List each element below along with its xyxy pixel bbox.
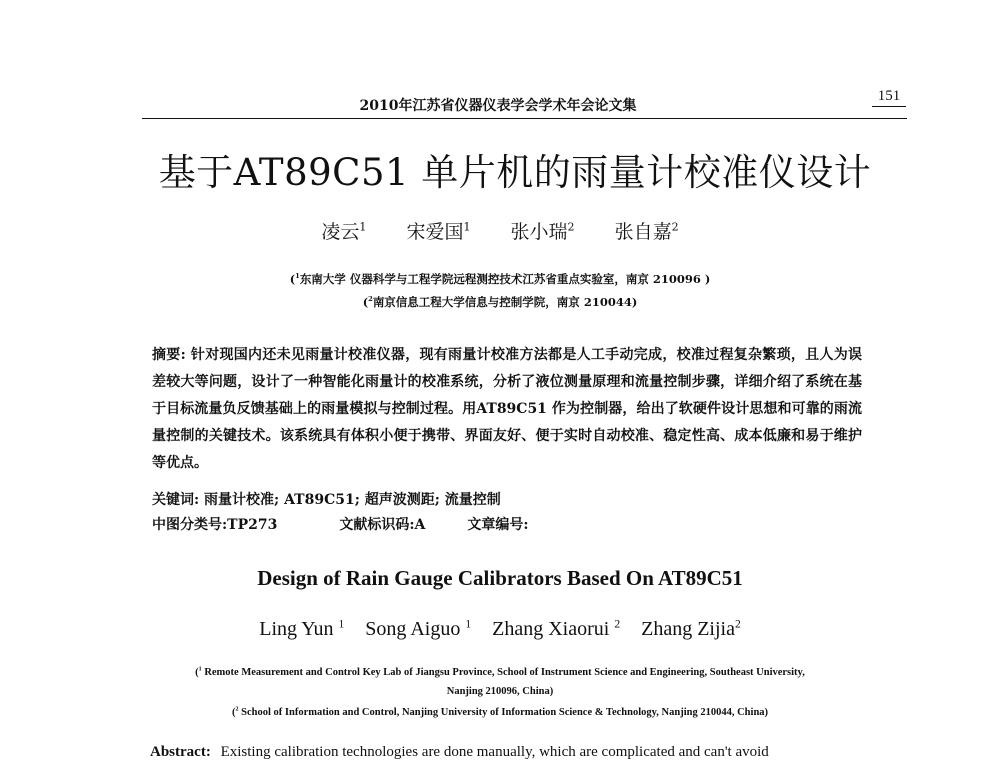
author-en: Ling Yun $^1$ [259,617,345,640]
author-en: Zhang Xiaorui $^2$ [492,617,621,640]
doc-code-label: 文献标识码: [339,517,415,533]
abstract-en-label: Abstract: [150,744,211,760]
abstract-en [150,744,862,761]
clc-value: TP273 [227,517,278,533]
author-zh: 凌云$^1$ [321,220,367,243]
header-rule [142,118,907,119]
author-zh: 宋爱国$^1$ [406,220,471,243]
author-zh: 张小瑞$^2$ [510,220,575,243]
author-list-zh [0,217,1000,244]
paper-title-zh: 基于AT89C51 单片机的雨量计校准仪设计 [158,151,872,194]
author-en: Song Aiguo $^1$ [365,617,472,640]
running-header: 2010年江苏省仪器仪表学会学术年会论文集 [359,98,637,114]
paper-title-en: Design of Rain Gauge Calibrators Based On AT89C51 [257,566,743,590]
clc-label: 中图分类号: [152,517,228,533]
author-zh: 张自嘉$^2$ [614,220,679,243]
article-no-label: 文章编号: [467,517,529,533]
keywords-zh: 关键词: 雨量计校准; AT89C51; 超声波测距; 流量控制 [152,492,501,508]
author-list-en [0,618,1000,641]
classification-line [152,514,529,534]
affiliation-en-2: ($^2$ School of Information and Control, Nanjing University of Information Science & Technology, Nanjing 210044, China) [231,706,769,718]
abstract-zh-label: 摘要: [152,347,186,363]
abstract-zh-text: 针对现国内还未见雨量计校准仪器，现有雨量计校准方法都是人工手动完成，校准过程复杂繁琐，且人为误差较大等问题，设计了一种智能化雨量计的校准系统，分析了液位测量原理和流量控制步骤，详细介绍了系统在基于目标流量负反馈基础上的雨量模拟与控制过程。用AT89C51 作为控制器，给出了软硬件设计思想和可靠的雨流量控制的关键技术。该系统具有体积小便于携带、界面友好、便于实时自动校准、稳定性高、成本低廉和易于维护等优点。 [152,347,863,471]
author-en: Zhang Zijia$^2$ [641,617,741,640]
affiliation-zh-2: ($^2$南京信息工程大学信息与控制学院，南京 210044) [362,295,638,309]
abstract-en-text: Existing calibration technologies are done manually, which are complicated and can't avoid [220,744,769,760]
affiliation-en-1: ($^1$ Remote Measurement and Control Key Lab of Jiangsu Province, School of Instrument Science and Engineering, Southeast University, Nanjing 210096, China) [195,666,805,697]
doc-code-value: A [414,517,426,533]
abstract-zh [152,342,862,477]
affiliation-zh-1: ($^1$东南大学 仪器科学与工程学院远程测控技术江苏省重点实验室，南京 210096 ) [289,272,711,286]
page-number: 151 [872,88,906,107]
